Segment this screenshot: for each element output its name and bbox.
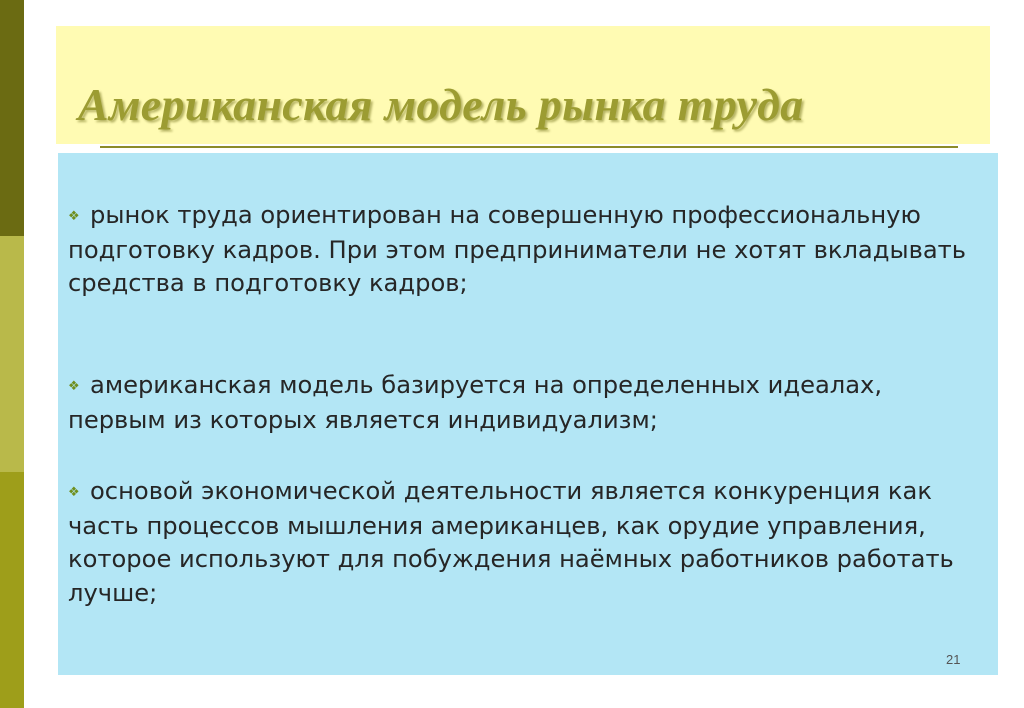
side-bar-middle-segment	[0, 236, 24, 472]
bullet-item	[68, 475, 983, 610]
bullet-text: основой экономической деятельности является конкуренция как часть процессов мышления американцев, как орудие управления, которое используют для побуждения наёмных работников работать лучше;	[68, 477, 954, 607]
side-bar-top-segment	[0, 0, 24, 236]
bullet-text: американская модель базируется на определенных идеалах, первым из которых является индивидуализм;	[68, 371, 883, 434]
bullet-item	[68, 369, 983, 437]
page-number: 21	[946, 652, 961, 667]
slide-title: Американская модель рынка труда	[78, 79, 804, 130]
bullet-text: рынок труда ориентирован на совершенную профессиональную подготовку кадров. При этом предприниматели не хотят вкладывать средства в подготовку кадров;	[68, 201, 966, 297]
title-divider	[100, 146, 958, 148]
bullet-item	[68, 199, 983, 301]
content-box	[58, 153, 998, 675]
diamond-bullet-icon: ❖	[68, 379, 80, 394]
diamond-bullet-icon: ❖	[68, 209, 80, 224]
diamond-bullet-icon: ❖	[68, 485, 80, 500]
side-bar-bottom-segment	[0, 472, 24, 708]
